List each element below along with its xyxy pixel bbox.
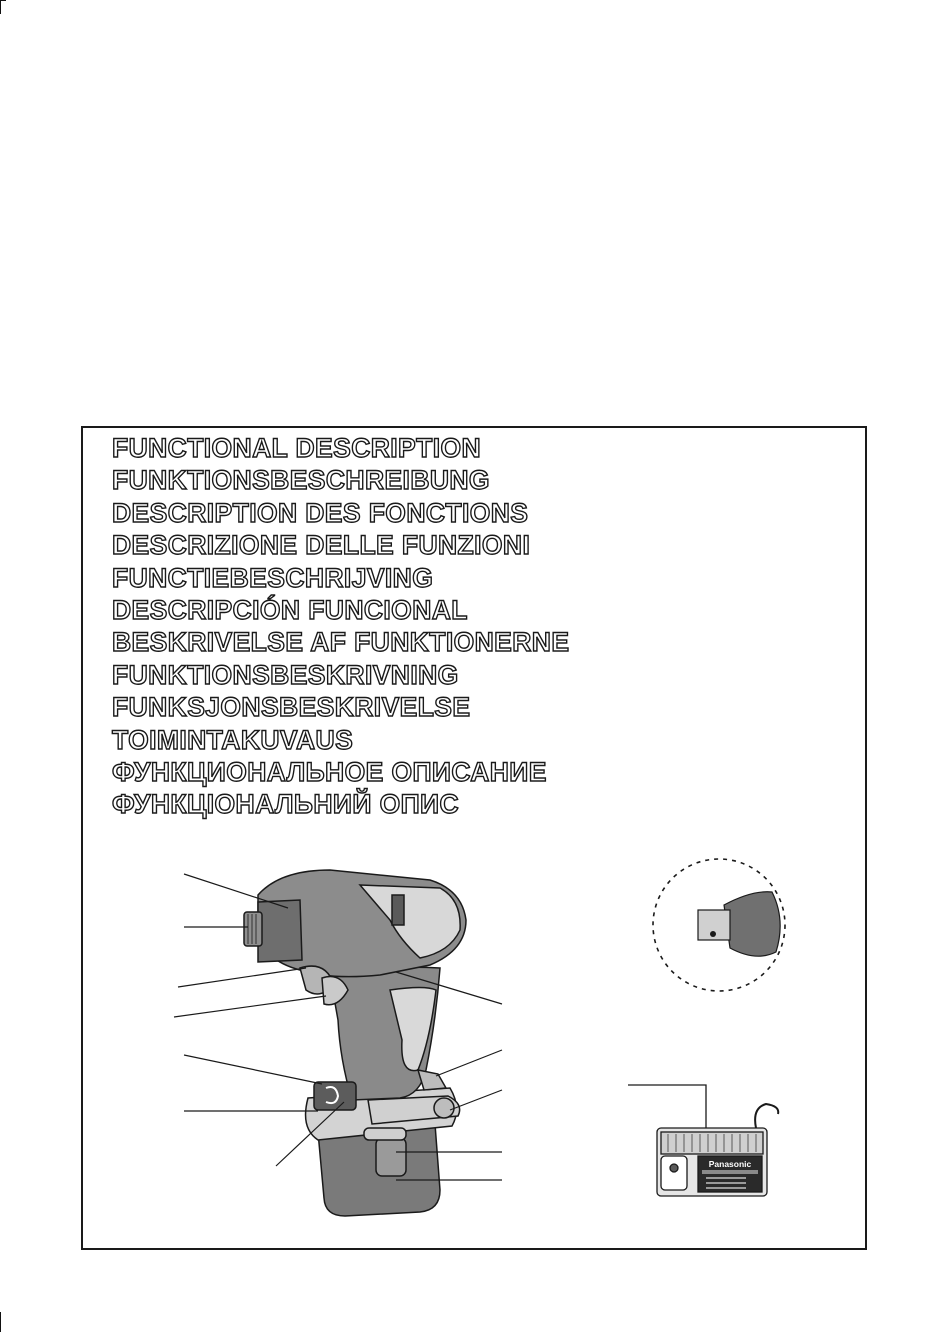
title-da: BESKRIVELSE AF FUNKTIONERNE <box>112 627 570 658</box>
title-sv: FUNKTIONSBESKRIVNING <box>112 659 459 690</box>
chuck-detail-inset <box>653 859 785 991</box>
title-no: FUNKSJONSBESKRIVELSE <box>112 692 471 723</box>
belt-hook-pivot <box>434 1098 454 1118</box>
charger-battery-slot <box>661 1156 687 1190</box>
title-it: DESCRIZIONE DELLE FUNZIONI <box>112 530 531 561</box>
charger-brand: Panasonic <box>708 1159 752 1169</box>
battery-charger-illustration <box>628 1085 778 1196</box>
forward-reverse-switch <box>418 1070 446 1090</box>
chuck-collar <box>244 912 262 946</box>
title-de: FUNKTIONSBESCHREIBUNG <box>112 465 490 496</box>
detail-chuck-body <box>724 892 780 956</box>
battery-release-button-top <box>364 1128 406 1140</box>
title-en: FUNCTIONAL DESCRIPTION <box>112 433 482 463</box>
title-fi: TOIMINTAKUVAUS <box>112 724 354 755</box>
charger-leader-line <box>628 1085 706 1128</box>
vent-slots <box>392 895 404 925</box>
title-nl: FUNCTIEBESCHRIJVING <box>112 562 434 593</box>
chuck-sleeve <box>258 900 302 962</box>
charger-cord <box>755 1104 778 1128</box>
title-ru: ФУНКЦИОНАЛЬНОЕ ОПИСАНИЕ <box>112 756 547 787</box>
title-es: DESCRIPCIÓN FUNCIONAL <box>112 594 468 625</box>
title-uk: ФУНКЦІОНАЛЬНИЙ ОПИС <box>112 789 460 820</box>
title-fr: DESCRIPTION DES FONCTIONS <box>112 497 529 528</box>
battery-release-button <box>376 1138 406 1176</box>
battery-indicator <box>314 1082 356 1110</box>
